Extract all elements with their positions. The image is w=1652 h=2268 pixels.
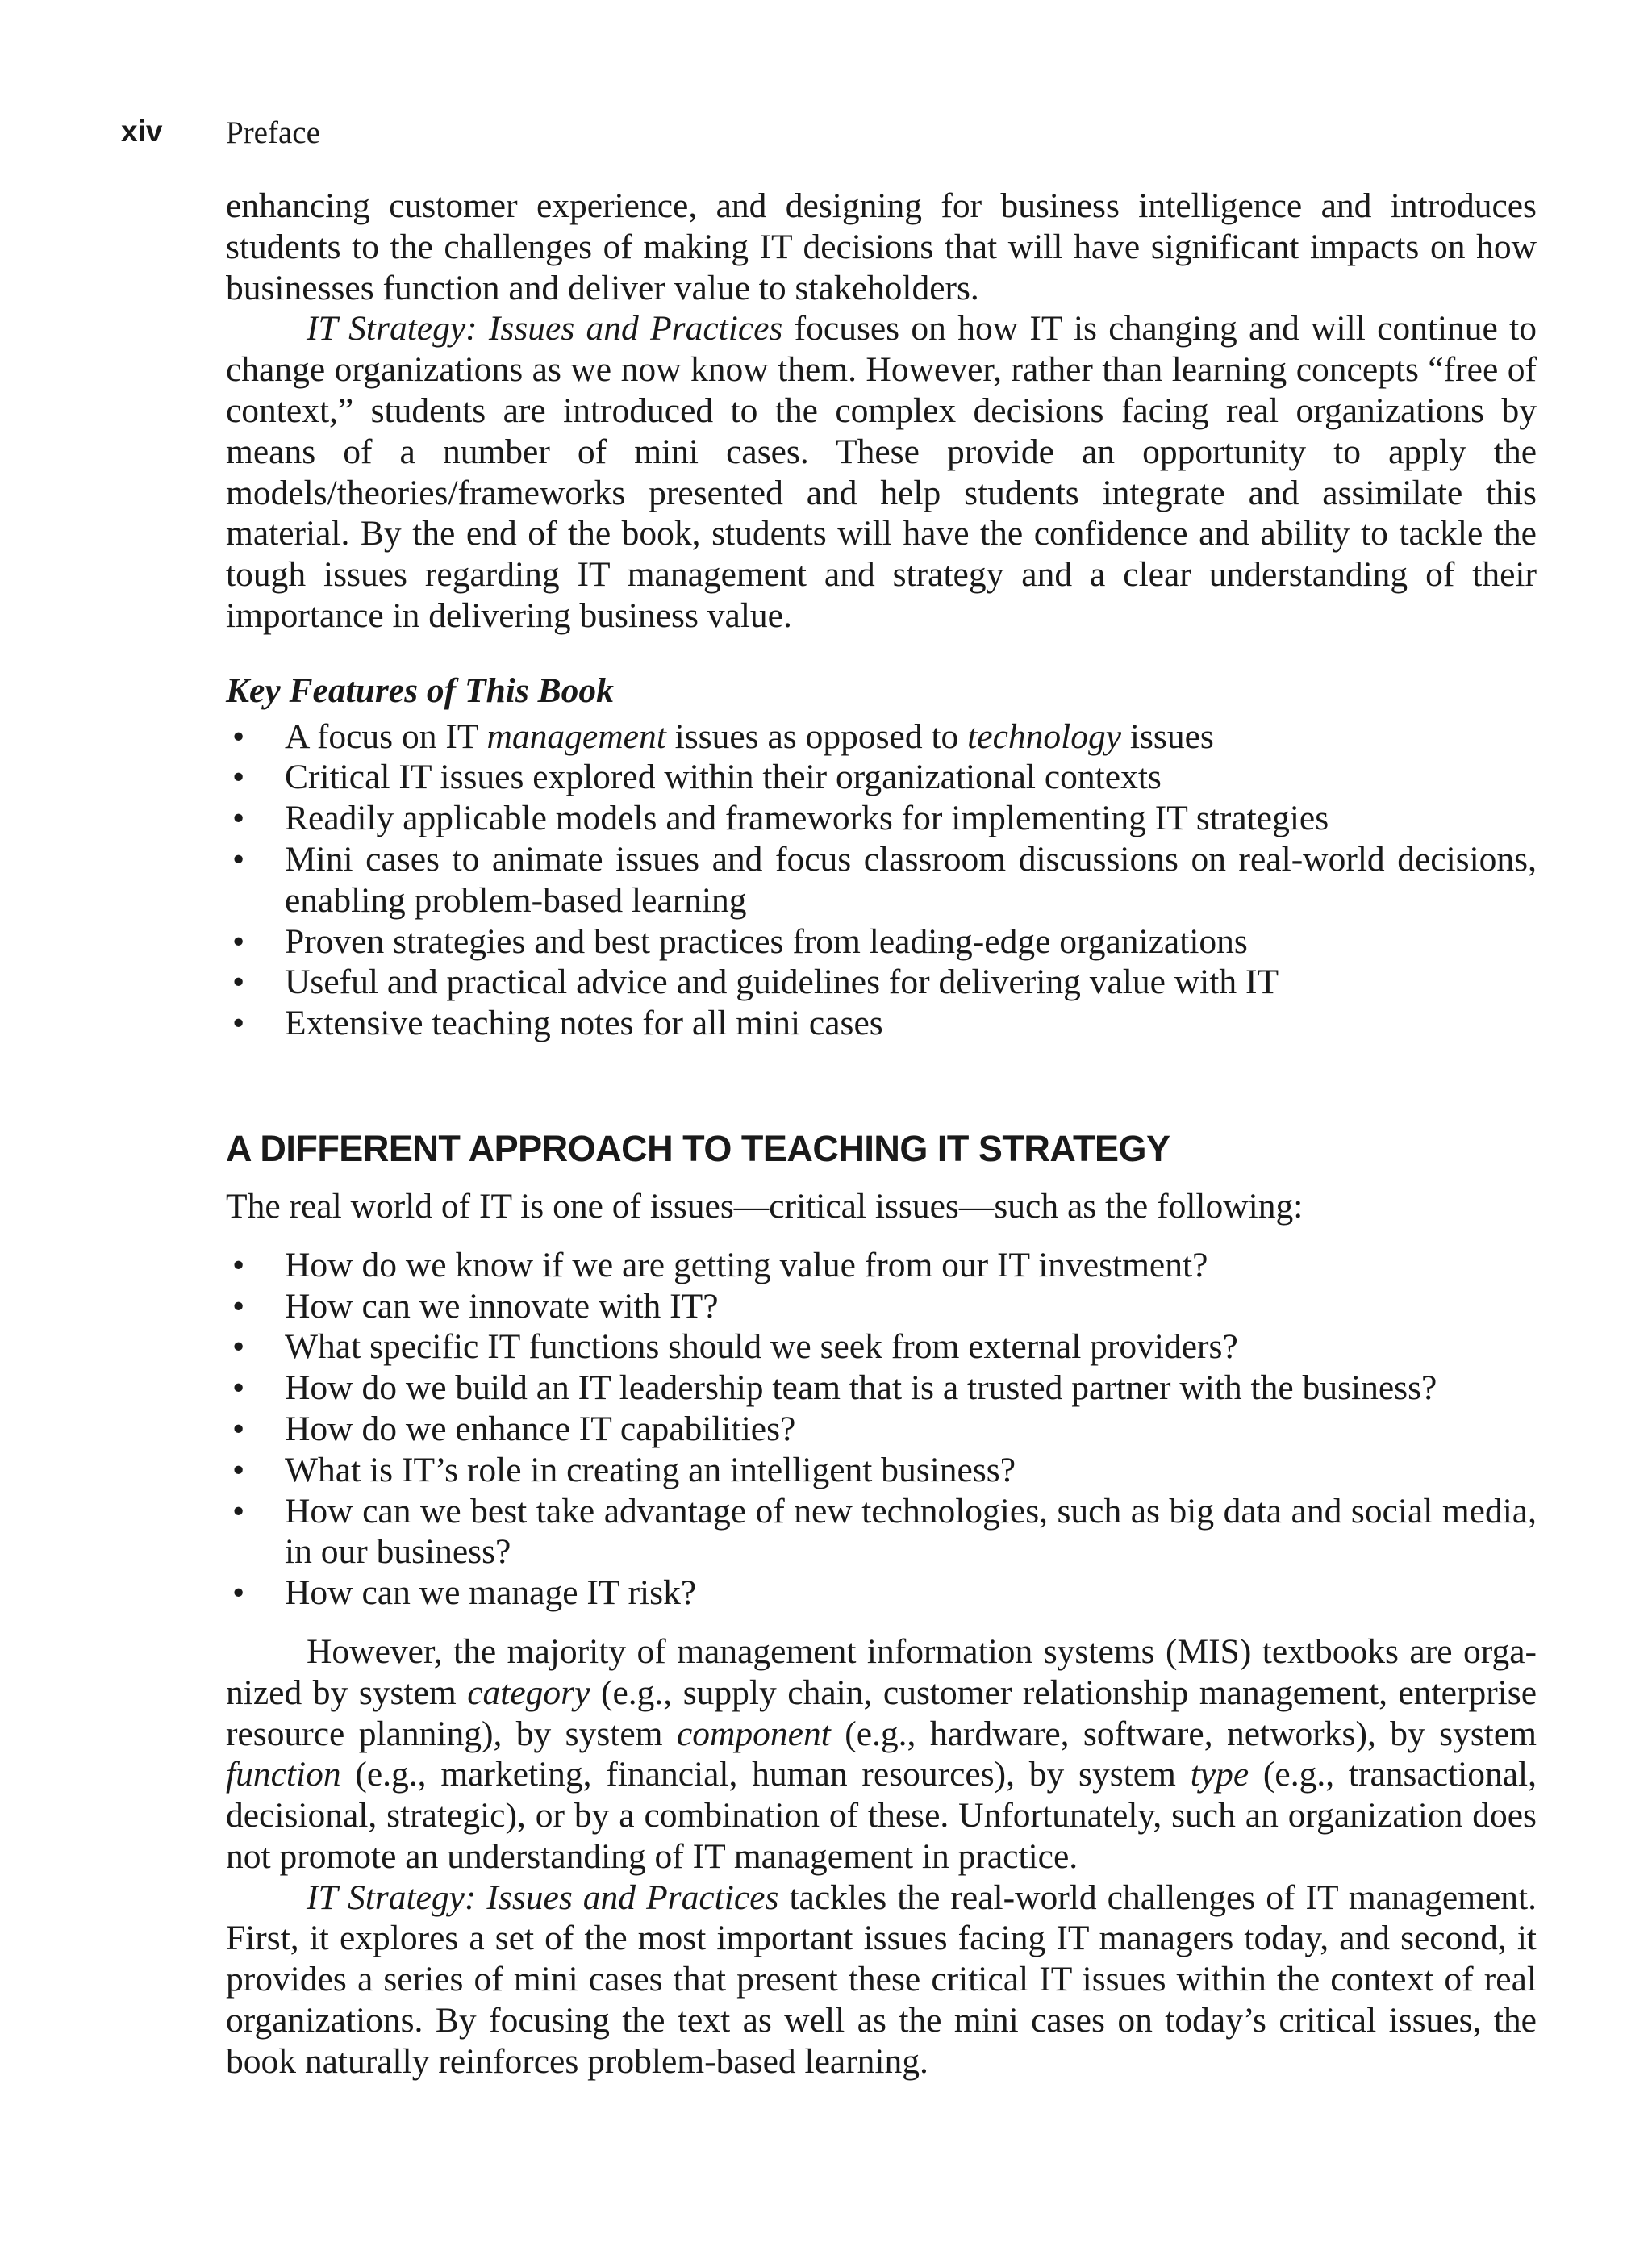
bullet-icon: • <box>232 1286 245 1326</box>
paragraph-it-strategy-tackles <box>226 1877 1537 2082</box>
bullet-icon: • <box>232 716 245 756</box>
bullet-icon: • <box>232 1409 245 1448</box>
emphasis: category <box>467 1673 590 1712</box>
emphasis: component <box>676 1714 831 1753</box>
item-emphasis: management <box>486 716 666 756</box>
paragraph-text: (e.g., marketing, financial, human resources), by system <box>340 1755 1191 1794</box>
paragraph-text: However, the majority of management information systems (MIS) textbooks are organized by system <box>226 1631 1537 1712</box>
item-text: How can we manage IT risk? <box>285 1573 697 1613</box>
item-text: How do we know if we are getting value from our IT investment? <box>285 1245 1208 1284</box>
key-features-heading: Key Features of This Book <box>226 670 614 710</box>
bullet-icon: • <box>232 799 245 838</box>
list-item <box>226 921 1537 963</box>
list-item <box>226 1450 1537 1491</box>
bullet-icon: • <box>232 1450 245 1489</box>
item-text: Critical IT issues explored within their organizational contexts <box>285 758 1162 797</box>
bullet-icon: • <box>232 963 245 1002</box>
item-text: How can we innovate with IT? <box>285 1286 719 1326</box>
item-text: issues as opposed to <box>665 716 968 756</box>
bullet-icon: • <box>232 1491 245 1531</box>
list-item <box>226 716 1537 758</box>
bullet-icon: • <box>232 1368 245 1408</box>
book-title-italic: IT Strategy: Issues and Practices <box>307 1877 779 1917</box>
book-title-italic: IT Strategy: Issues and Practices <box>307 309 783 349</box>
item-text: How can we best take advantage of new technologies, such as big data and social media, in our business? <box>285 1491 1537 1572</box>
paragraph-text: tackles the real-world challenges of IT management. First, it explores a set of the most important issues facing IT managers today, and second, it provides a series of mini cases that present these critical IT issues within the context of real organizations. By focusing the text as well as the mini cases on today’s critical issues, the book naturally reinforces problem-based learning. <box>226 1877 1537 2081</box>
paragraph-it-strategy-focus <box>226 308 1537 636</box>
section-intro: The real world of IT is one of issues—critical issues—such as the following: <box>226 1186 1304 1226</box>
section-heading: A DIFFERENT APPROACH TO TEACHING IT STRATEGY <box>226 1127 1170 1169</box>
item-text: Mini cases to animate issues and focus classroom discussions on real-world decisions, enabling problem-based learning <box>285 839 1537 920</box>
item-text: Useful and practical advice and guidelines for delivering value with IT <box>285 963 1279 1002</box>
list-item <box>226 1003 1537 1044</box>
list-item <box>226 962 1537 1003</box>
running-head <box>121 115 1531 163</box>
paragraph-text: (e.g., hardware, software, networks), by system <box>830 1714 1537 1753</box>
emphasis: function <box>226 1755 341 1794</box>
critical-issues-list <box>226 1245 1537 1614</box>
page-body <box>226 186 1537 2082</box>
bullet-icon: • <box>232 839 245 879</box>
list-item <box>226 1409 1537 1450</box>
item-text: Extensive teaching notes for all mini cases <box>285 1004 883 1043</box>
item-text: Readily applicable models and frameworks for implementing IT strategies <box>285 799 1329 838</box>
paragraph-mis-textbooks <box>226 1631 1537 1877</box>
list-item <box>226 839 1537 921</box>
item-text: issues <box>1121 716 1214 756</box>
paragraph-text: focuses on how IT is changing and will continue to change organizations as we now know them. However, rather than learning concepts “free of context,” students are introduced to the complex decisions facing real organizations by means of a number of mini cases. These provide an opportunity to apply the models/theories/frameworks presented and help students integrate and assimilate this material. By the end of the book, students will have the confidence and ability to tackle the tough issues regarding IT management and strategy and a clear understanding of their importance in delivering business value. <box>226 309 1537 635</box>
bullet-icon: • <box>232 1327 245 1367</box>
item-text: What is IT’s role in creating an intelligent business? <box>285 1450 1016 1489</box>
paragraph-text: (e.g., transactional, decisional, strategic), or by a combination of these. Unfortunately, such an organization does not promote an understanding of IT management in practice. <box>226 1755 1537 1876</box>
key-features-list <box>226 716 1537 1044</box>
emphasis: type <box>1190 1755 1249 1794</box>
paragraph-text: (e.g., supply chain, customer relationship management, enterprise resource planning), by system <box>226 1673 1537 1753</box>
list-item <box>226 798 1537 839</box>
list-item <box>226 757 1537 798</box>
bullet-icon: • <box>232 921 245 961</box>
list-item <box>226 1368 1537 1409</box>
bullet-icon: • <box>232 758 245 797</box>
item-text: How do we enhance IT capabilities? <box>285 1409 796 1448</box>
list-item <box>226 1286 1537 1327</box>
bullet-icon: • <box>232 1573 245 1613</box>
item-text: A focus on IT <box>285 716 487 756</box>
page-number: xiv <box>121 115 163 148</box>
item-text: How do we build an IT leadership team that is a trusted partner with the business? <box>285 1368 1437 1408</box>
item-text: Proven strategies and best practices from leading-edge organizations <box>285 921 1248 961</box>
list-item <box>226 1491 1537 1573</box>
paragraph-continued: enhancing customer experience, and designing for business intelligence and introduces students to the challenges of making IT decisions that will have significant impacts on how businesses function and deliver value to stakeholders. <box>226 186 1537 307</box>
item-emphasis: technology <box>967 716 1122 756</box>
running-head-title: Preface <box>226 115 320 150</box>
bullet-icon: • <box>232 1245 245 1284</box>
list-item <box>226 1245 1537 1286</box>
list-item <box>226 1326 1537 1368</box>
item-text: What specific IT functions should we seek from external providers? <box>285 1327 1238 1367</box>
list-item <box>226 1573 1537 1614</box>
bullet-icon: • <box>232 1004 245 1043</box>
